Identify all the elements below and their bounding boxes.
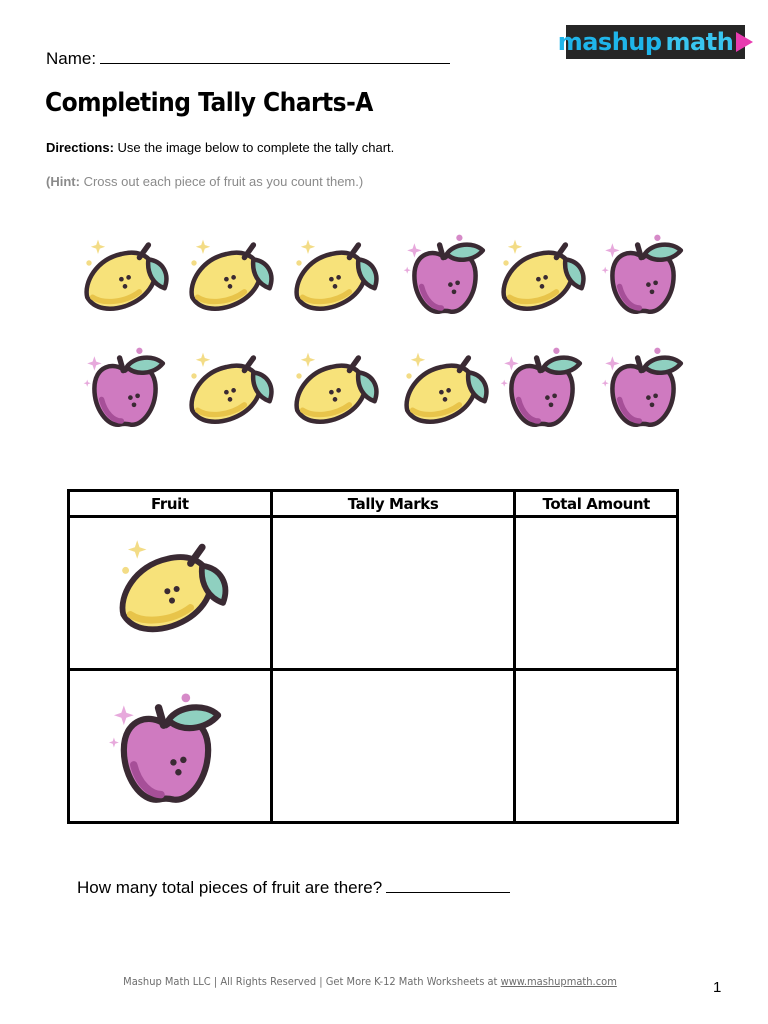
total-question [77,878,510,898]
lemon-icon[interactable] [185,339,275,431]
name-label: Name: [46,49,97,68]
name-field[interactable] [46,47,450,69]
footer-text: Mashup Math LLC | All Rights Reserved | Get More K-12 Math Worksheets at [123,975,498,988]
apple-icon[interactable] [598,226,688,318]
directions [46,140,394,155]
footer [0,975,740,988]
lemon-icon[interactable] [497,226,587,318]
header-total-amount: Total Amount [515,491,678,517]
tally-chart-table [67,489,679,824]
apple-icon[interactable] [497,339,587,431]
table-row-apple [69,670,678,823]
tally-marks-cell-apple[interactable] [271,670,515,823]
hint-text: Cross out each piece of fruit as you count them.) [83,174,364,189]
lemon-icon[interactable] [80,226,170,318]
name-blank-line[interactable] [100,47,450,64]
total-amount-cell-apple[interactable] [515,670,678,823]
logo-text-math: math [665,28,734,56]
directions-text: Use the image below to complete the tally chart. [117,140,395,155]
lemon-icon[interactable] [400,339,490,431]
table-row-lemon [69,517,678,670]
tally-marks-cell-lemon[interactable] [271,517,515,670]
apple-icon [104,677,228,813]
apple-icon[interactable] [80,339,170,431]
page-title: Completing Tally Charts-A [45,88,373,118]
directions-label: Directions: [46,140,114,155]
play-icon [736,32,753,52]
table-header-row [69,491,678,517]
question-text: How many total pieces of fruit are there? [77,878,383,897]
fruit-cell-lemon [69,517,272,670]
header-fruit: Fruit [69,491,272,517]
hint [46,174,363,189]
logo-text-mashup: mashup [557,28,662,56]
fruit-cell-apple [69,670,272,823]
total-amount-cell-lemon[interactable] [515,517,678,670]
answer-blank-line[interactable] [386,878,510,893]
page-number: 1 [713,979,722,996]
header-tally-marks: Tally Marks [271,491,515,517]
hint-label: (Hint: [46,174,80,189]
lemon-icon [114,522,230,642]
apple-icon[interactable] [598,339,688,431]
lemon-icon[interactable] [290,226,380,318]
footer-link[interactable]: www.mashupmath.com [500,975,617,988]
mashupmath-logo [557,25,745,59]
apple-icon[interactable] [400,226,490,318]
lemon-icon[interactable] [185,226,275,318]
lemon-icon[interactable] [290,339,380,431]
